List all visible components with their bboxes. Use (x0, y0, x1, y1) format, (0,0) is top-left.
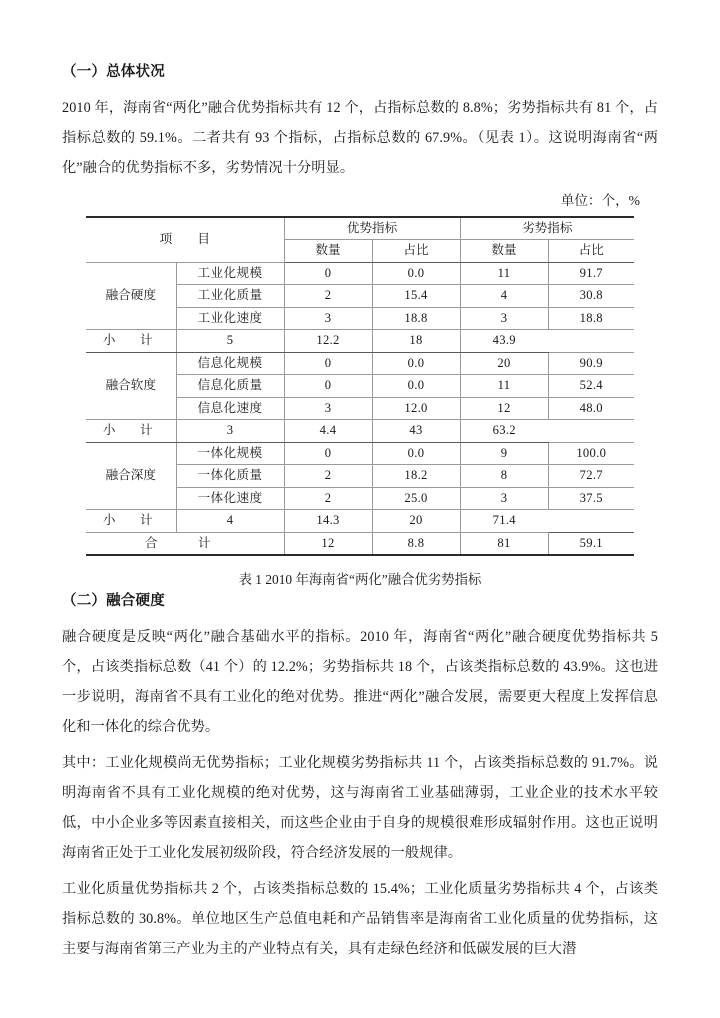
paragraph-overall-status: 2010 年，海南省“两化”融合优势指标共有 12 个，占指标总数的 8.8%；劣势指标共有 81 个，占指标总数的 59.1%。二者共有 93 个指标，占指标总数的 67.9%。（见表 1）。这说明海南省“两化”融合的优势指标不多，劣势情况十分明显。 (62, 99, 658, 176)
document-body (62, 62, 658, 964)
cell-dis-share: 52.4 (548, 375, 634, 398)
cell-dis-share: 90.9 (548, 352, 634, 375)
cell-dis-share: 48.0 (548, 397, 634, 420)
cell-dis-count: 11 (460, 375, 548, 398)
header-disadvantage-share: 占比 (548, 240, 634, 263)
header-disadvantage: 劣势指标 (460, 217, 634, 240)
cell-dis-share: 30.8 (548, 285, 634, 308)
cell-adv-count: 0 (284, 352, 372, 375)
cell-dis-count: 9 (460, 442, 548, 465)
paragraph-industrial-quality: 工业化质量优势指标共 2 个，占该类指标总数的 15.4%；工业化质量劣势指标共 4 个，占该类指标总数的 30.8%。单位地区生产总值电耗和产品销售率是海南省工业化质量的优势指标，这主要与海南省第三产业为主的产业特点有关，具有走绿色经济和低碳发展的巨大潜 (62, 881, 658, 957)
cell-adv-share: 8.8 (372, 532, 460, 555)
cell-adv-count: 3 (284, 397, 372, 420)
section-heading-overall: （一）总体状况 (62, 64, 165, 80)
table-row-total (86, 532, 634, 555)
cell-dis-count: 11 (460, 262, 548, 285)
cell-dis-count: 20 (460, 352, 548, 375)
cell-dis-count: 4 (460, 285, 548, 308)
section-heading-hardness: （二）融合硬度 (62, 593, 165, 610)
total-label: 合 计 (86, 532, 284, 555)
table-row-subtotal (86, 330, 634, 353)
cell-dis-share: 91.7 (548, 262, 634, 285)
cell-dis-count: 8 (460, 465, 548, 488)
row-label: 一体化规模 (176, 442, 284, 465)
cell-adv-share: 0.0 (372, 262, 460, 285)
subtotal-label: 小 计 (86, 510, 176, 533)
subtotal-label: 小 计 (86, 330, 176, 353)
group-label-softness: 融合软度 (86, 352, 176, 420)
header-disadvantage-count: 数量 (460, 240, 548, 263)
header-item: 项 目 (86, 217, 284, 263)
row-label: 一体化速度 (176, 487, 284, 510)
cell-adv-count: 2 (284, 465, 372, 488)
table-caption: 表 1 2010 年海南省“两化”融合优劣势指标 (238, 572, 482, 588)
paragraph-hardness-overview: 融合硬度是反映“两化”融合基础水平的指标。2010 年，海南省“两化”融合硬度优势指标共 5 个，占该类指标总数（41 个）的 12.2%；劣势指标共 18 个，占该类指标总数的 43.9%。这也进一步说明，海南省不具有工业化的绝对优势。推进“两化”融合发展，需要更大程度上发挥信息化和一体化的综合优势。 (62, 629, 658, 735)
cell-adv-count: 5 (176, 330, 284, 353)
cell-adv-count: 3 (284, 307, 372, 330)
cell-dis-count: 43 (372, 420, 460, 443)
header-advantage-count: 数量 (284, 240, 372, 263)
cell-dis-share: 71.4 (460, 510, 548, 533)
row-label: 信息化质量 (176, 375, 284, 398)
cell-adv-share: 15.4 (372, 285, 460, 308)
cell-dis-share: 72.7 (548, 465, 634, 488)
row-label: 工业化规模 (176, 262, 284, 285)
table-header-row-top (86, 217, 634, 240)
header-advantage-share: 占比 (372, 240, 460, 263)
cell-adv-share: 12.2 (284, 330, 372, 353)
cell-dis-count: 20 (372, 510, 460, 533)
cell-adv-count: 0 (284, 375, 372, 398)
cell-adv-count: 12 (284, 532, 372, 555)
row-label: 信息化规模 (176, 352, 284, 375)
cell-dis-share: 63.2 (460, 420, 548, 443)
cell-adv-share: 0.0 (372, 442, 460, 465)
cell-adv-count: 2 (284, 487, 372, 510)
cell-adv-share: 18.2 (372, 465, 460, 488)
cell-adv-count: 3 (176, 420, 284, 443)
row-label: 一体化质量 (176, 465, 284, 488)
cell-adv-share: 0.0 (372, 375, 460, 398)
cell-adv-count: 4 (176, 510, 284, 533)
cell-adv-share: 12.0 (372, 397, 460, 420)
cell-adv-share: 25.0 (372, 487, 460, 510)
row-label: 工业化质量 (176, 285, 284, 308)
paragraph-industrial-scale: 其中：工业化规模尚无优势指标；工业化规模劣势指标共 11 个，占该类指标总数的 91.7%。说明海南省不具有工业化规模的绝对优势，这与海南省工业基础薄弱，工业企业的技术水平较低，中小企业多等因素直接相关，而这些企业由于自身的规模很难形成辐射作用。这也正说明海南省正处于工业化发展初级阶段，符合经济发展的一般规律。 (62, 755, 658, 861)
cell-dis-count: 18 (372, 330, 460, 353)
cell-dis-share: 43.9 (460, 330, 548, 353)
group-label-depth: 融合深度 (86, 442, 176, 510)
cell-dis-count: 3 (460, 307, 548, 330)
cell-adv-count: 0 (284, 442, 372, 465)
cell-adv-share: 18.8 (372, 307, 460, 330)
cell-dis-share: 100.0 (548, 442, 634, 465)
table-row (86, 262, 634, 285)
cell-adv-share: 4.4 (284, 420, 372, 443)
cell-dis-share: 37.5 (548, 487, 634, 510)
cell-dis-count: 3 (460, 487, 548, 510)
cell-dis-share: 18.8 (548, 307, 634, 330)
table-unit-label: 单位：个，% (560, 192, 640, 208)
subtotal-label: 小 计 (86, 420, 176, 443)
group-label-hardness: 融合硬度 (86, 262, 176, 330)
row-label: 工业化速度 (176, 307, 284, 330)
table-row-subtotal (86, 420, 634, 443)
table-row (86, 352, 634, 375)
header-advantage: 优势指标 (284, 217, 460, 240)
cell-adv-share: 14.3 (284, 510, 372, 533)
table-row (86, 442, 634, 465)
row-label: 信息化速度 (176, 397, 284, 420)
cell-adv-count: 0 (284, 262, 372, 285)
cell-adv-share: 0.0 (372, 352, 460, 375)
cell-dis-count: 12 (460, 397, 548, 420)
indicator-table (86, 216, 634, 557)
cell-adv-count: 2 (284, 285, 372, 308)
table-row-subtotal (86, 510, 634, 533)
cell-dis-count: 81 (460, 532, 548, 555)
cell-dis-share: 59.1 (548, 532, 634, 555)
